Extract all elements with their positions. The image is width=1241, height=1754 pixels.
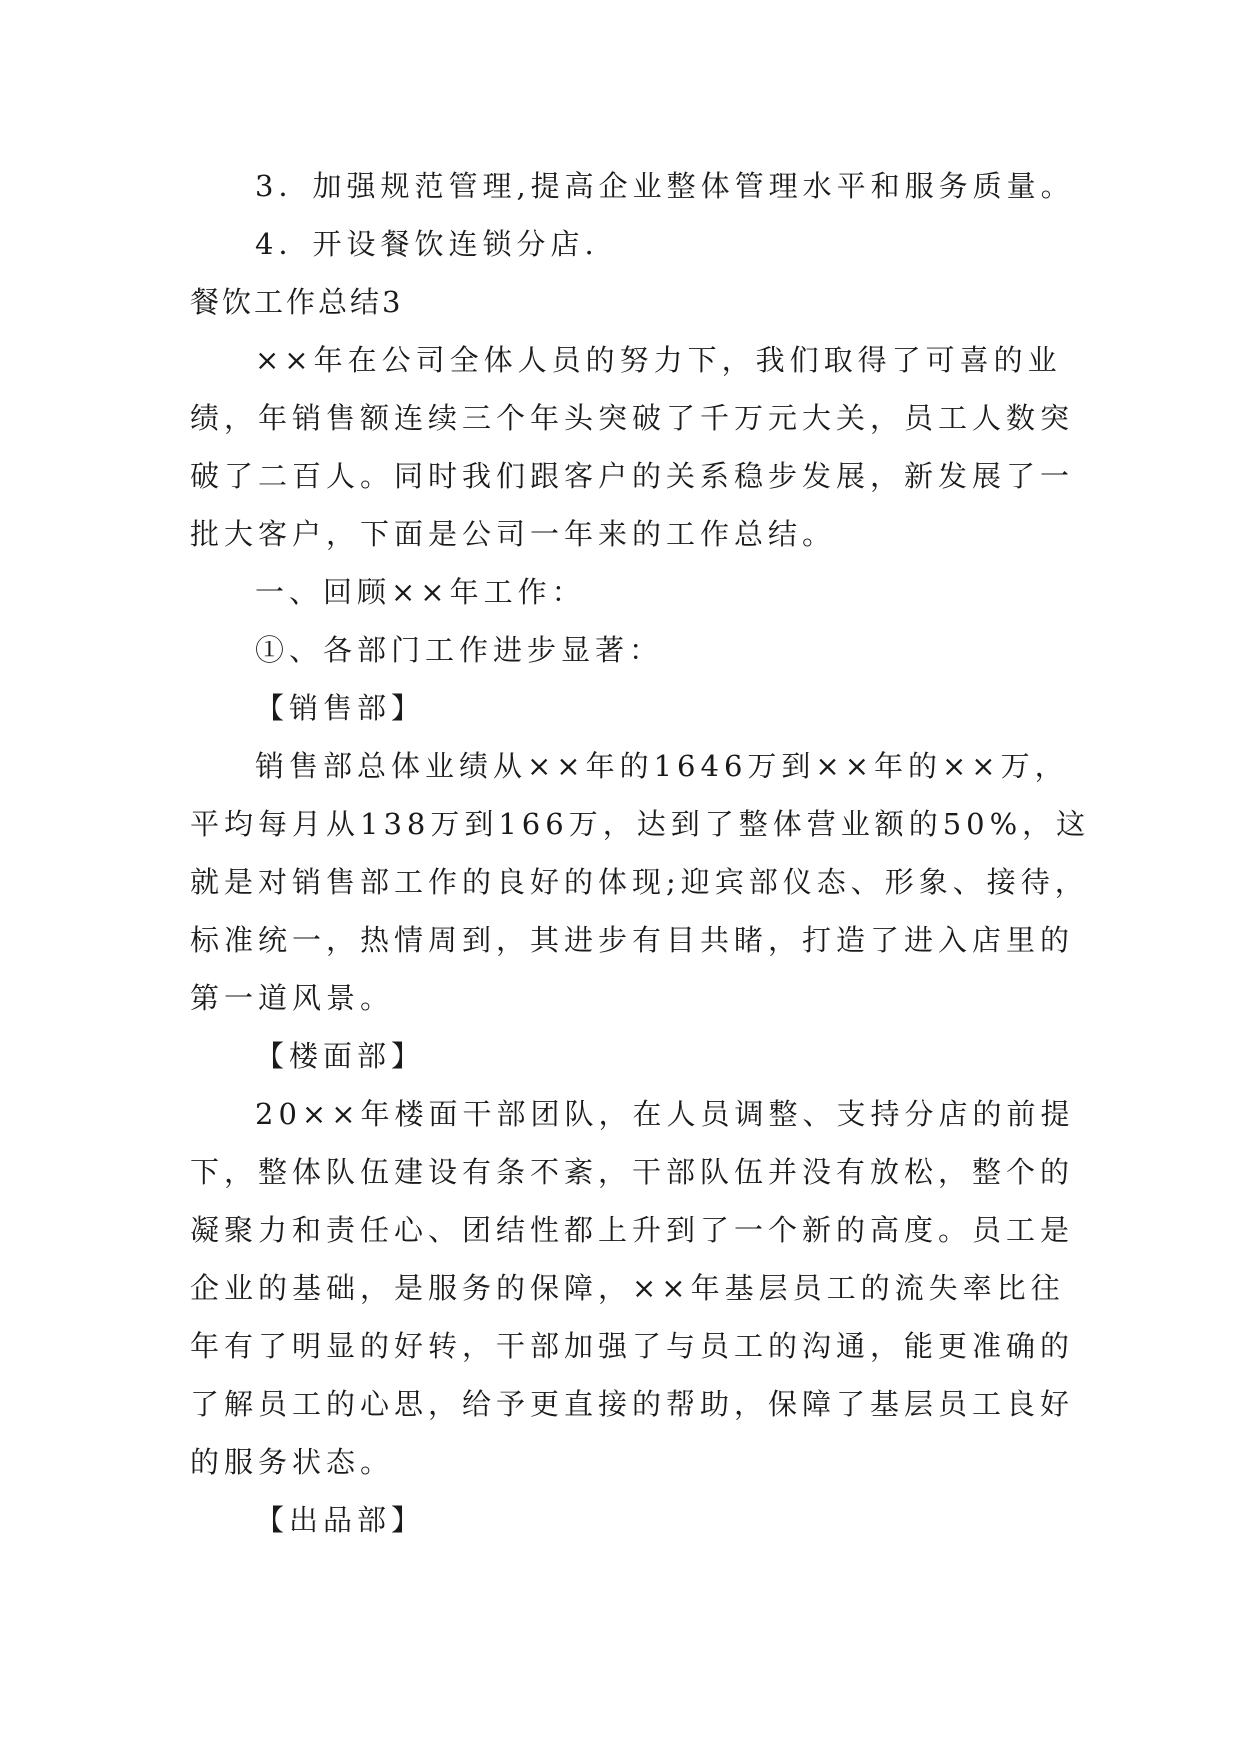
department-heading-kitchen: 【出品部】 [255, 1503, 426, 1537]
paragraph-line: 的服务状态。 [190, 1445, 395, 1479]
paragraph-line: 企业的基础，是服务的保障，××年基层员工的流失率比往 [190, 1271, 1065, 1305]
paragraph-line: 年有了明显的好转，干部加强了与员工的沟通，能更准确的 [190, 1329, 1075, 1363]
subheading: 一、回顾××年工作： [255, 575, 586, 609]
paragraph-line: 了解员工的心思，给予更直接的帮助，保障了基层员工良好 [190, 1387, 1075, 1421]
section-title: 餐饮工作总结3 [190, 285, 404, 319]
paragraph-line: 20××年楼面干部团队，在人员调整、支持分店的前提 [255, 1097, 1075, 1131]
paragraph-line: 下，整体队伍建设有条不紊，干部队伍并没有放松，整个的 [190, 1155, 1075, 1189]
paragraph-line: 销售部总体业绩从××年的1646万到××年的××万， [255, 749, 1069, 783]
list-item-4: 4．开设餐饮连锁分店. [255, 227, 599, 261]
paragraph-line: 破了二百人。同时我们跟客户的关系稳步发展，新发展了一 [190, 459, 1075, 493]
paragraph-line: 平均每月从138万到166万，达到了整体营业额的50%，这 [190, 807, 1091, 841]
paragraph-line: 第一道风景。 [190, 981, 395, 1015]
paragraph-line: 绩，年销售额连续三个年头突破了千万元大关，员工人数突 [190, 401, 1075, 435]
department-heading-sales: 【销售部】 [255, 691, 426, 725]
department-heading-floor: 【楼面部】 [255, 1039, 426, 1073]
list-item-3: 3．加强规范管理,提高企业整体管理水平和服务质量。 [255, 169, 1075, 203]
subheading: ①、各部门工作进步显著： [255, 633, 664, 667]
paragraph-line: 凝聚力和责任心、团结性都上升到了一个新的高度。员工是 [190, 1213, 1075, 1247]
paragraph-line: 批大客户，下面是公司一年来的工作总结。 [190, 517, 837, 551]
paragraph-line: 就是对销售部工作的良好的体现;迎宾部仪态、形象、接待， [190, 865, 1089, 899]
paragraph-line: ××年在公司全体人员的努力下，我们取得了可喜的业 [255, 343, 1062, 377]
paragraph-line: 标准统一，热情周到，其进步有目共睹，打造了进入店里的 [190, 923, 1075, 957]
